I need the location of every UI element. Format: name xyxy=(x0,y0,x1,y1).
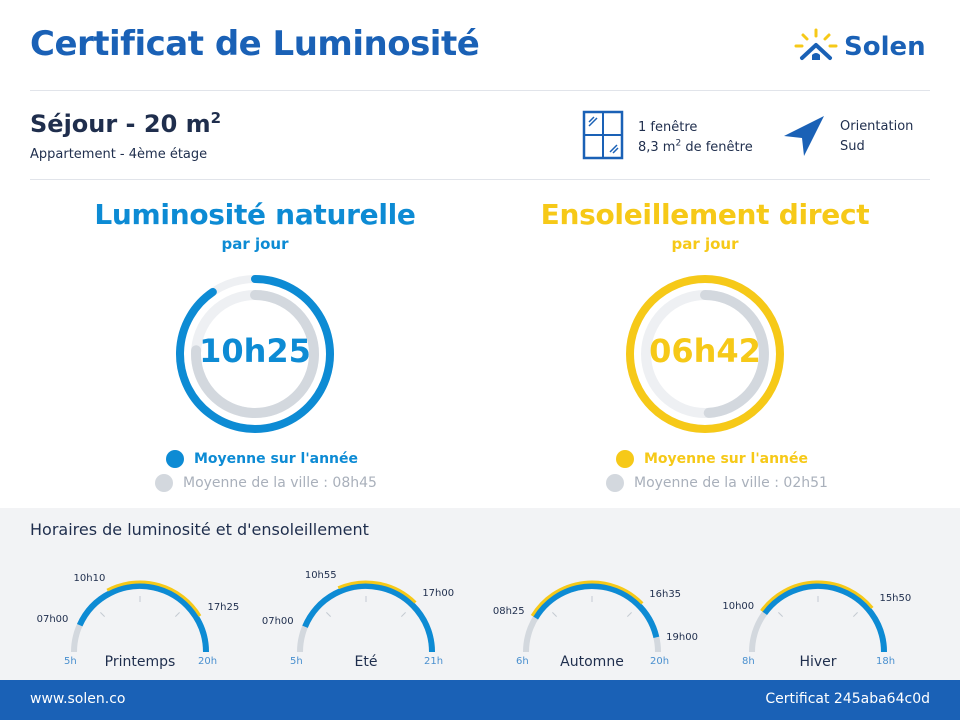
season-tick xyxy=(853,612,857,616)
axis-end-label: 18h xyxy=(876,656,896,667)
room-subtitle: Appartement - 4ème étage xyxy=(30,147,208,162)
divider xyxy=(30,179,930,180)
season-name: Automne xyxy=(560,654,624,670)
season-track xyxy=(74,586,206,652)
season-name: Hiver xyxy=(799,654,837,670)
season-tick xyxy=(627,612,631,616)
natural-light-title: Luminosité naturelle xyxy=(94,198,416,231)
light-arc xyxy=(765,586,884,652)
window-icon xyxy=(582,110,624,160)
light-start-label: 08h25 xyxy=(492,605,525,617)
schedule-title: Horaires de luminosité et d'ensoleillement xyxy=(30,520,369,539)
light-arc xyxy=(80,586,206,652)
page-title: Certificat de Luminosité xyxy=(30,24,480,64)
axis-end-label: 20h xyxy=(198,656,218,667)
window-area: 8,3 $m^2$ de fenêtre xyxy=(638,138,753,155)
natural-light-subtitle: par jour xyxy=(221,235,289,253)
season-tick xyxy=(175,612,179,616)
season-track xyxy=(526,586,658,652)
sun-start-label: 10h10 xyxy=(73,572,106,584)
axis-start-label: 8h xyxy=(742,656,755,667)
season-spring xyxy=(30,548,250,678)
sun-end-label: 16h35 xyxy=(649,588,682,600)
season-autumn xyxy=(482,548,702,678)
season-track xyxy=(300,586,432,652)
sun-house-icon xyxy=(792,28,840,68)
season-tick xyxy=(552,612,556,616)
footer-url[interactable]: www.solen.co xyxy=(30,691,126,707)
light-start-label: 10h00 xyxy=(722,600,755,612)
light-end-label: 19h00 xyxy=(666,631,698,643)
legend-dot xyxy=(155,474,173,492)
season-summer xyxy=(256,548,476,678)
legend-dot xyxy=(606,474,624,492)
direct-sun-value: 06h42 xyxy=(649,332,761,370)
season-tick xyxy=(326,612,330,616)
legend-dot xyxy=(166,450,184,468)
sun-start-label: 10h55 xyxy=(304,570,337,582)
season-tick xyxy=(401,612,405,616)
direct-sun-subtitle: par jour xyxy=(671,235,739,253)
light-start-label: 07h00 xyxy=(36,613,69,625)
window-count: 1 fenêtre xyxy=(638,120,698,135)
direct-sun-panel xyxy=(495,198,915,253)
light-start-label: 07h00 xyxy=(261,615,294,627)
legend-dot xyxy=(616,450,634,468)
axis-start-label: 6h xyxy=(516,656,529,667)
room-title: Séjour - 20 $m^2$ xyxy=(30,109,222,138)
schedule-panel xyxy=(0,508,960,680)
solen-logo xyxy=(792,28,932,68)
season-winter xyxy=(708,548,928,678)
divider xyxy=(30,90,930,91)
season-track xyxy=(752,586,884,652)
natural-legend-city: Moyenne de la ville : 08h45 xyxy=(155,474,377,492)
season-name: Printemps xyxy=(104,654,176,670)
sun-end-label: 17h25 xyxy=(207,601,240,613)
orientation-value: Sud xyxy=(840,139,865,154)
natural-legend-avg: Moyenne sur l'année xyxy=(166,450,358,468)
light-arc xyxy=(305,586,432,652)
axis-end-label: 20h xyxy=(650,656,670,667)
natural-light-value: 10h25 xyxy=(199,332,311,370)
direct-legend-avg: Moyenne sur l'année xyxy=(616,450,808,468)
axis-end-label: 21h xyxy=(424,656,444,667)
footer xyxy=(0,680,960,720)
window-info xyxy=(638,118,753,158)
orientation-info xyxy=(840,117,913,157)
direct-legend-city: Moyenne de la ville : 02h51 xyxy=(606,474,828,492)
axis-start-label: 5h xyxy=(290,656,303,667)
season-tick xyxy=(778,612,782,616)
certificate-id: Certificat 245aba64c0d xyxy=(765,691,930,707)
sun-end-label: 17h00 xyxy=(422,587,455,599)
direct-sun-title: Ensoleillement direct xyxy=(540,198,870,231)
logo-text: Solen xyxy=(844,32,926,62)
orientation-label: Orientation xyxy=(840,119,914,134)
season-tick xyxy=(100,612,104,616)
natural-light-panel xyxy=(45,198,465,253)
sun-end-label: 15h50 xyxy=(879,593,912,605)
axis-start-label: 5h xyxy=(64,656,77,667)
orientation-arrow-icon xyxy=(782,114,826,158)
season-name: Eté xyxy=(354,654,378,670)
